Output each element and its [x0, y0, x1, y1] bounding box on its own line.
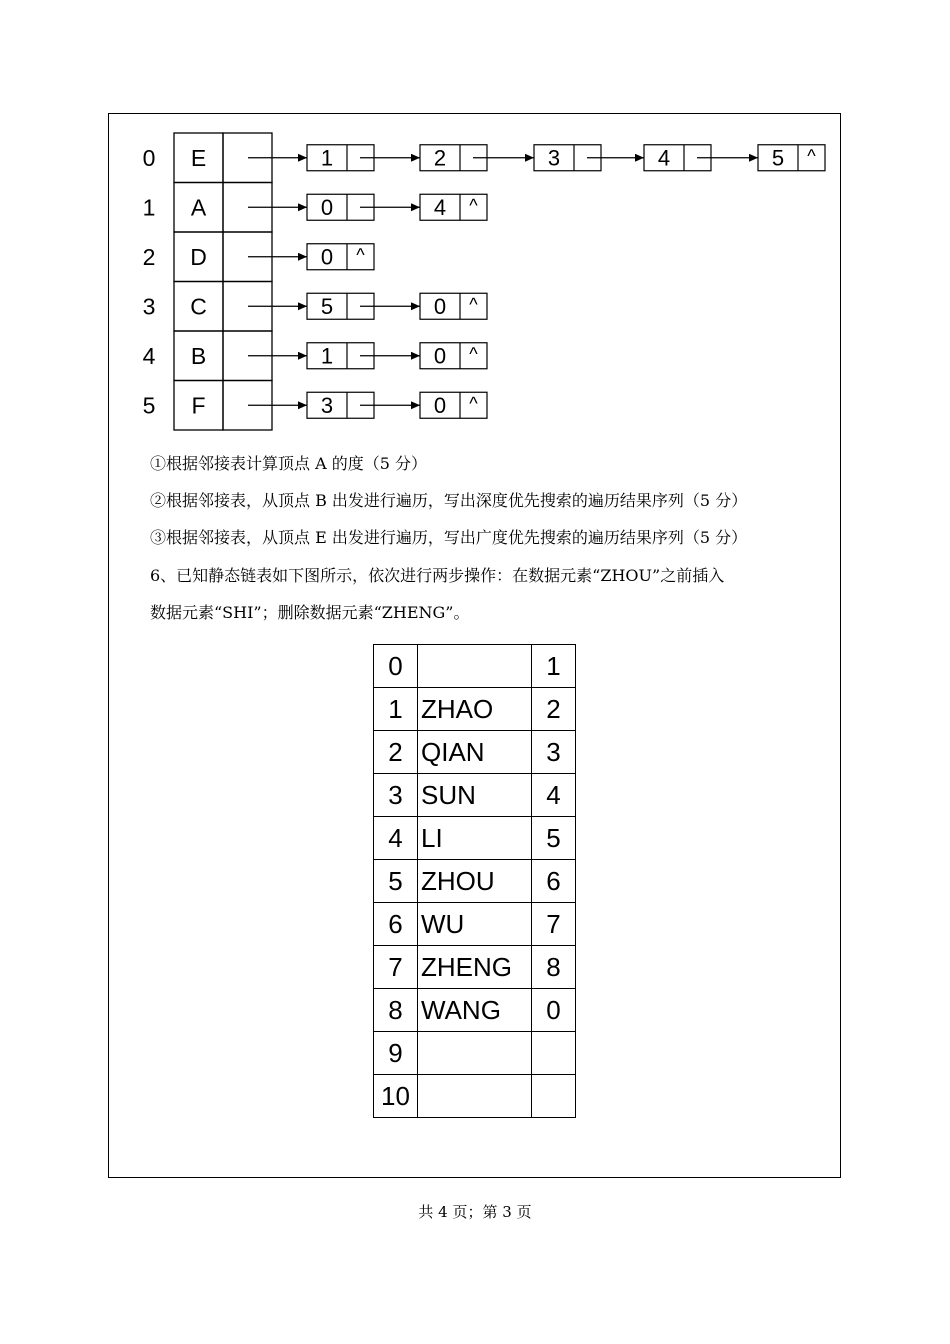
table-row [374, 903, 576, 946]
question-6-line-1: 6、已知静态链表如下图所示，依次进行两步操作：在数据元素“ZHOU”之前插入 [150, 566, 725, 585]
table-row [374, 946, 576, 989]
table-row [374, 688, 576, 731]
page-footer: 共 4 页；第 3 页 [418, 1203, 532, 1221]
edge-node-value: 1 [320, 343, 334, 369]
edge-node-value: 3 [320, 392, 334, 418]
row-index-cell: 5 [374, 860, 418, 903]
row-index-cell: 9 [374, 1032, 418, 1075]
vertex-label: F [191, 392, 206, 419]
null-pointer-symbol: ^ [469, 393, 478, 414]
row-data-cell: WANG [418, 989, 532, 1032]
vertex-label: D [190, 243, 207, 270]
vertex-index: 5 [142, 392, 156, 419]
adjacency-list-diagram [0, 0, 950, 440]
vertex-label: B [190, 342, 207, 369]
row-index-cell: 10 [374, 1075, 418, 1118]
table-row [374, 817, 576, 860]
question-2: ②根据邻接表，从顶点 B 出发进行遍历，写出深度优先搜索的遍历结果序列（5 分） [150, 491, 748, 510]
row-data-cell [418, 1075, 532, 1118]
table-row [374, 645, 576, 688]
vertex-index: 2 [142, 243, 156, 270]
row-index-cell: 0 [374, 645, 418, 688]
row-next-cell [532, 1032, 576, 1075]
row-data-cell: WU [418, 903, 532, 946]
question-3: ③根据邻接表，从顶点 E 出发进行遍历，写出广度优先搜索的遍历结果序列（5 分） [150, 528, 748, 547]
row-data-cell: LI [418, 817, 532, 860]
table-row [374, 989, 576, 1032]
edge-node-value: 4 [657, 145, 671, 171]
row-data-cell: QIAN [418, 731, 532, 774]
row-next-cell: 3 [532, 731, 576, 774]
edge-node-value: 1 [320, 145, 334, 171]
row-next-cell: 8 [532, 946, 576, 989]
row-index-cell: 3 [374, 774, 418, 817]
vertex-index: 4 [142, 342, 156, 369]
edge-node-value: 0 [433, 343, 447, 369]
vertex-index: 3 [142, 293, 156, 320]
row-data-cell: ZHOU [418, 860, 532, 903]
static-linked-list-table [373, 644, 576, 1118]
row-index-cell: 1 [374, 688, 418, 731]
row-data-cell: ZHENG [418, 946, 532, 989]
row-data-cell: ZHAO [418, 688, 532, 731]
edge-node-value: 5 [771, 145, 785, 171]
row-data-cell [418, 645, 532, 688]
row-next-cell: 0 [532, 989, 576, 1032]
row-next-cell: 7 [532, 903, 576, 946]
null-pointer-symbol: ^ [807, 145, 816, 166]
row-data-cell [418, 1032, 532, 1075]
row-next-cell: 4 [532, 774, 576, 817]
null-pointer-symbol: ^ [469, 294, 478, 315]
table-row [374, 774, 576, 817]
edge-node-value: 4 [433, 194, 447, 220]
row-next-cell [532, 1075, 576, 1118]
vertex-label: C [190, 293, 207, 320]
null-pointer-symbol: ^ [469, 343, 478, 364]
null-pointer-symbol: ^ [469, 195, 478, 216]
row-index-cell: 7 [374, 946, 418, 989]
edge-node-value: 0 [433, 392, 447, 418]
table-row [374, 1075, 576, 1118]
edge-node-value: 0 [320, 194, 334, 220]
row-index-cell: 6 [374, 903, 418, 946]
vertex-label: E [190, 144, 207, 171]
question-1: ①根据邻接表计算顶点 A 的度（5 分） [150, 454, 427, 473]
row-next-cell: 1 [532, 645, 576, 688]
row-next-cell: 2 [532, 688, 576, 731]
row-data-cell: SUN [418, 774, 532, 817]
row-index-cell: 2 [374, 731, 418, 774]
edge-node-value: 0 [433, 293, 447, 319]
edge-node-value: 2 [433, 145, 447, 171]
row-index-cell: 8 [374, 989, 418, 1032]
vertex-label: A [190, 194, 207, 221]
row-next-cell: 5 [532, 817, 576, 860]
row-index-cell: 4 [374, 817, 418, 860]
row-next-cell: 6 [532, 860, 576, 903]
null-pointer-symbol: ^ [356, 244, 365, 265]
vertex-index: 1 [142, 194, 156, 221]
table-row [374, 731, 576, 774]
edge-node-value: 3 [547, 145, 561, 171]
edge-node-value: 0 [320, 244, 334, 270]
question-6-line-2: 数据元素“SHI”；删除数据元素“ZHENG”。 [150, 603, 470, 622]
table-row [374, 1032, 576, 1075]
table-row [374, 860, 576, 903]
edge-node-value: 5 [320, 293, 334, 319]
vertex-index: 0 [142, 144, 156, 171]
